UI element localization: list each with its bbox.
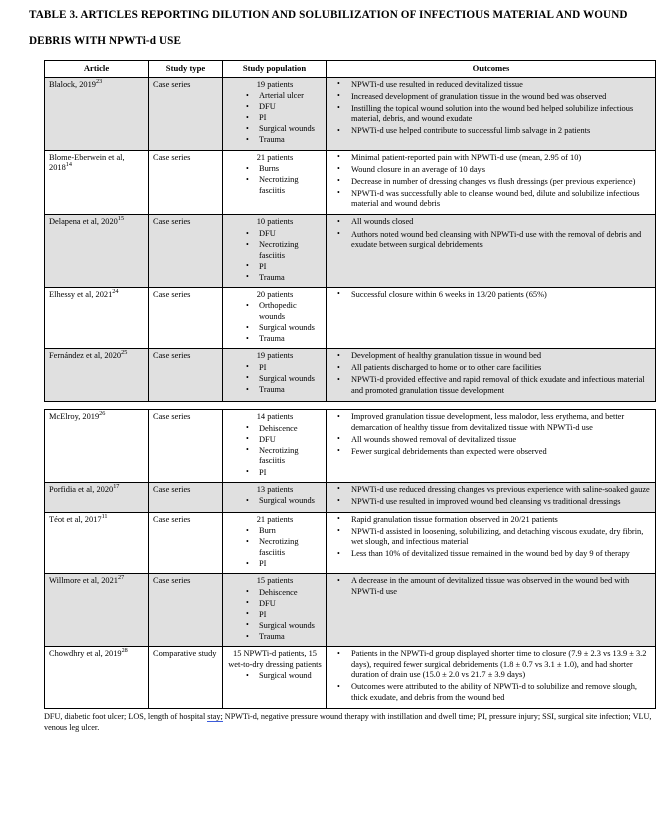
population-list bbox=[227, 588, 323, 643]
table-footnote bbox=[44, 712, 655, 733]
reference-superscript: 23 bbox=[96, 77, 103, 85]
article-citation: McElroy, 2019 bbox=[49, 412, 100, 422]
population-count: 15 NPWTi-d patients, 15 wet-to-dry dressing patients bbox=[228, 649, 322, 669]
cell-study-type: Case series bbox=[149, 482, 223, 512]
list-item: • Less than 10% of devitalized tissue remained in the wound bed by day 9 of therapy bbox=[331, 549, 652, 560]
footnote-part-1: DFU, diabetic foot ulcer; LOS, length of hospital bbox=[44, 711, 208, 721]
cell-study-population bbox=[223, 215, 327, 287]
table-body-part-2 bbox=[45, 410, 656, 709]
list-item: • Surgical wounds bbox=[227, 496, 323, 507]
list-item: • Trauma bbox=[227, 632, 323, 643]
cell-study-type: Case series bbox=[149, 410, 223, 482]
cell-outcomes bbox=[327, 349, 656, 402]
list-item: • Burn bbox=[227, 526, 323, 537]
list-item: • PI bbox=[227, 113, 323, 124]
reference-superscript: 25 bbox=[121, 349, 128, 357]
outcomes-list bbox=[331, 485, 652, 508]
list-item: • NPWTi-d provided effective and rapid removal of thick exudate and infectious material and promoted granulation tissue development bbox=[331, 375, 652, 396]
table-3-part-1 bbox=[44, 60, 656, 402]
list-item: • NPWTi-d assisted in loosening, solubilizing, and detaching viscous exudate, dry fibrin, wet slough, and infectious material bbox=[331, 527, 652, 548]
cell-outcomes bbox=[327, 512, 656, 573]
reference-superscript: 24 bbox=[112, 288, 119, 296]
cell-outcomes bbox=[327, 287, 656, 348]
footnote-spellcheck-word: stay; bbox=[207, 711, 223, 721]
list-item: • PI bbox=[227, 363, 323, 374]
list-item: • Arterial ulcer bbox=[227, 91, 323, 102]
article-citation: Téot et al, 2017 bbox=[49, 514, 102, 524]
reference-superscript: 28 bbox=[121, 647, 128, 655]
outcomes-list bbox=[331, 290, 652, 301]
cell-outcomes bbox=[327, 150, 656, 215]
list-item: • Dehiscence bbox=[227, 424, 323, 435]
list-item: • NPWTi-d use resulted in improved wound bed cleansing vs traditional dressings bbox=[331, 497, 652, 508]
table-row bbox=[45, 349, 656, 402]
population-list bbox=[227, 229, 323, 283]
reference-superscript: 27 bbox=[117, 574, 125, 582]
cell-outcomes bbox=[327, 647, 656, 709]
table-header-row bbox=[45, 60, 656, 77]
list-item: • Outcomes were attributed to the ability of NPWTi-d to solubilize and remove slough, thick exudate, and debris from the wound bed bbox=[331, 682, 652, 703]
outcomes-list bbox=[331, 515, 652, 560]
list-item: • Trauma bbox=[227, 334, 323, 345]
list-item: • PI bbox=[227, 262, 323, 273]
list-item: • All patients discharged to home or to other care facilities bbox=[331, 363, 652, 374]
list-item: • Trauma bbox=[227, 385, 323, 396]
cell-study-type: Case series bbox=[149, 77, 223, 150]
table-3-part-2 bbox=[44, 409, 656, 709]
article-citation: Chowdhry et al, 2019 bbox=[49, 649, 122, 659]
page-break-gap bbox=[44, 402, 655, 409]
list-item: • DFU bbox=[227, 435, 323, 446]
list-item: • DFU bbox=[227, 599, 323, 610]
reference-superscript: 26 bbox=[99, 410, 106, 418]
list-item: • Instilling the topical wound solution into the wound bed helped solubilize infectious material, debris, and wound exudate bbox=[331, 104, 652, 125]
population-count: 21 patients bbox=[256, 514, 294, 524]
article-citation: Willmore et al, 2021 bbox=[49, 576, 118, 586]
cell-article bbox=[45, 77, 149, 150]
list-item: • Improved granulation tissue development, less malodor, less erythema, and better demarcation of healthy tissue from devitalized tissue with NPWTi-d use bbox=[331, 412, 652, 433]
reference-superscript: 15 bbox=[117, 215, 125, 223]
cell-article bbox=[45, 482, 149, 512]
population-count: 10 patients bbox=[256, 217, 294, 227]
column-header-article: Article bbox=[45, 60, 149, 77]
table-row bbox=[45, 77, 656, 150]
population-count: 13 patients bbox=[256, 484, 294, 494]
table-row bbox=[45, 574, 656, 647]
cell-study-type: Case series bbox=[149, 574, 223, 647]
table-row bbox=[45, 410, 656, 482]
list-item: • Minimal patient-reported pain with NPWTi-d use (mean, 2.95 of 10) bbox=[331, 153, 652, 164]
cell-article bbox=[45, 150, 149, 215]
cell-study-population bbox=[223, 77, 327, 150]
cell-article bbox=[45, 287, 149, 348]
list-item: • PI bbox=[227, 610, 323, 621]
outcomes-list bbox=[331, 576, 652, 597]
list-item: • Surgical wounds bbox=[227, 621, 323, 632]
table-body-part-1 bbox=[45, 77, 656, 402]
cell-study-type: Case series bbox=[149, 215, 223, 287]
reference-superscript: 11 bbox=[101, 512, 108, 520]
list-item: • NPWTi-d use helped contribute to successful limb salvage in 2 patients bbox=[331, 126, 652, 137]
population-list bbox=[227, 301, 323, 344]
cell-study-type: Case series bbox=[149, 287, 223, 348]
list-item: • Wound closure in an average of 10 days bbox=[331, 165, 652, 176]
footnote-part-2: NPWTi-d, negative pressure wound therapy with instillation and dwell time; PI, pressure injury; SSI, surgical site infection; VLU, venous leg ulcer. bbox=[44, 711, 652, 732]
list-item: • Surgical wounds bbox=[227, 124, 323, 135]
cell-study-population bbox=[223, 512, 327, 573]
list-item: • Necrotizing fasciitis bbox=[227, 175, 323, 196]
table-row bbox=[45, 647, 656, 709]
title-line-2: DEBRIS WITH NPWTi-d USE bbox=[29, 34, 182, 47]
outcomes-list bbox=[331, 80, 652, 137]
column-header-outcomes: Outcomes bbox=[327, 60, 656, 77]
cell-study-population bbox=[223, 410, 327, 482]
outcomes-list bbox=[331, 649, 652, 703]
list-item: • NPWTi-d was successfully able to cleanse wound bed, dilute and solubilize infectious material and wound debris bbox=[331, 189, 652, 210]
reference-superscript: 17 bbox=[113, 482, 120, 490]
column-header-study-population: Study population bbox=[223, 60, 327, 77]
cell-study-type: Case series bbox=[149, 349, 223, 402]
list-item: • Burns bbox=[227, 164, 323, 175]
outcomes-list bbox=[331, 351, 652, 396]
cell-study-type: Case series bbox=[149, 512, 223, 573]
list-item: • Necrotizing fasciitis bbox=[227, 240, 323, 261]
list-item: • Decrease in number of dressing changes vs flush dressings (per previous experience) bbox=[331, 177, 652, 188]
article-citation: Delapena et al, 2020 bbox=[49, 217, 118, 227]
outcomes-list bbox=[331, 412, 652, 457]
reference-superscript: 14 bbox=[65, 161, 72, 169]
population-count: 19 patients bbox=[256, 351, 294, 361]
list-item: • NPWTi-d use reduced dressing changes vs previous experience with saline-soaked gauze bbox=[331, 485, 652, 496]
cell-article bbox=[45, 349, 149, 402]
title-line-1: TABLE 3. ARTICLES REPORTING DILUTION AND SOLUBILIZATION OF INFECTIOUS MATERIAL AND WOUND bbox=[29, 9, 628, 21]
cell-study-population bbox=[223, 349, 327, 402]
list-item: • Orthopedic wounds bbox=[227, 301, 323, 322]
list-item: • Trauma bbox=[227, 273, 323, 284]
population-list bbox=[227, 526, 323, 569]
list-item: • Dehiscence bbox=[227, 588, 323, 599]
cell-article bbox=[45, 215, 149, 287]
table-row bbox=[45, 287, 656, 348]
population-count: 14 patients bbox=[256, 412, 294, 422]
list-item: • Increased development of granulation tissue in the wound bed was observed bbox=[331, 92, 652, 103]
article-citation: Fernández et al, 2020 bbox=[49, 351, 122, 361]
cell-study-population bbox=[223, 150, 327, 215]
list-item: • Development of healthy granulation tissue in wound bed bbox=[331, 351, 652, 362]
list-item: • NPWTi-d use resulted in reduced devitalized tissue bbox=[331, 80, 652, 91]
cell-study-population bbox=[223, 574, 327, 647]
population-list bbox=[227, 424, 323, 478]
population-list bbox=[227, 496, 323, 507]
cell-article bbox=[45, 410, 149, 482]
article-citation: Blome-Eberwein et al, 2018 bbox=[49, 152, 125, 173]
list-item: • Patients in the NPWTi-d group displayed shorter time to closure (7.9 ± 2.3 vs 13.9 ± 3.2 days), required fewer surgical debridements (1.8 ± 0.7 vs 3.1 ± 1.0), and had shorter duration of drain use (15.0 ± 2.0 vs 21.7 ± 3.9 days) bbox=[331, 649, 652, 681]
cell-study-type: Case series bbox=[149, 150, 223, 215]
cell-outcomes bbox=[327, 482, 656, 512]
outcomes-list bbox=[331, 217, 652, 250]
cell-study-population bbox=[223, 482, 327, 512]
list-item: • Authors noted wound bed cleansing with NPWTi-d use with the removal of debris and exudate between surgical debridements bbox=[331, 230, 652, 251]
list-item: • Necrotizing fasciitis bbox=[227, 446, 323, 467]
table-row bbox=[45, 482, 656, 512]
cell-outcomes bbox=[327, 410, 656, 482]
list-item: • PI bbox=[227, 468, 323, 479]
list-item: • Rapid granulation tissue formation observed in 20/21 patients bbox=[331, 515, 652, 526]
cell-article bbox=[45, 647, 149, 709]
cell-article bbox=[45, 512, 149, 573]
page-title bbox=[0, 0, 659, 48]
population-count: 19 patients bbox=[256, 79, 294, 89]
population-list bbox=[227, 671, 323, 682]
cell-outcomes bbox=[327, 574, 656, 647]
cell-study-type: Comparative study bbox=[149, 647, 223, 709]
column-header-study-type: Study type bbox=[149, 60, 223, 77]
list-item: • Surgical wounds bbox=[227, 374, 323, 385]
list-item: • All wounds showed removal of devitalized tissue bbox=[331, 435, 652, 446]
population-list bbox=[227, 363, 323, 396]
table-3-container bbox=[44, 60, 655, 709]
article-citation: Elhessy et al, 2021 bbox=[49, 289, 113, 299]
population-count: 20 patients bbox=[256, 289, 294, 299]
population-list bbox=[227, 91, 323, 146]
outcomes-list bbox=[331, 153, 652, 210]
article-citation: Blalock, 2019 bbox=[49, 79, 96, 89]
cell-outcomes bbox=[327, 77, 656, 150]
cell-outcomes bbox=[327, 215, 656, 287]
population-count: 15 patients bbox=[256, 576, 294, 586]
article-citation: Porfidia et al, 2020 bbox=[49, 484, 114, 494]
list-item: • Surgical wound bbox=[227, 671, 323, 682]
cell-article bbox=[45, 574, 149, 647]
list-item: • DFU bbox=[227, 102, 323, 113]
list-item: • DFU bbox=[227, 229, 323, 240]
list-item: • PI bbox=[227, 559, 323, 570]
table-row bbox=[45, 215, 656, 287]
cell-study-population bbox=[223, 287, 327, 348]
list-item: • Surgical wounds bbox=[227, 323, 323, 334]
table-row bbox=[45, 150, 656, 215]
list-item: • Trauma bbox=[227, 135, 323, 146]
population-count: 21 patients bbox=[256, 152, 294, 162]
list-item: • Necrotizing fasciitis bbox=[227, 537, 323, 558]
population-list bbox=[227, 164, 323, 196]
list-item: • Successful closure within 6 weeks in 13/20 patients (65%) bbox=[331, 290, 652, 301]
table-row bbox=[45, 512, 656, 573]
list-item: • All wounds closed bbox=[331, 217, 652, 228]
list-item: • Fewer surgical debridements than expected were observed bbox=[331, 447, 652, 458]
list-item: • A decrease in the amount of devitalized tissue was observed in the wound bed with NPWTi-d use bbox=[331, 576, 652, 597]
cell-study-population bbox=[223, 647, 327, 709]
